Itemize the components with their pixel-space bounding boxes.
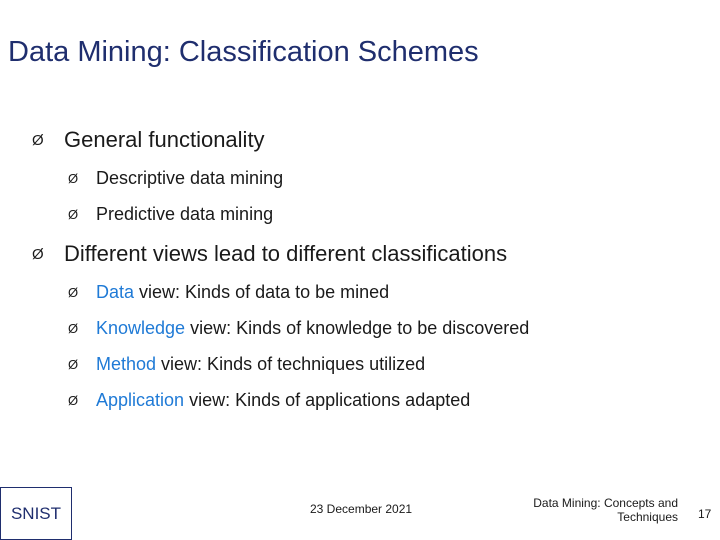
arrow-bullet-icon: Ø <box>32 245 44 263</box>
bullet-general-functionality <box>32 127 265 153</box>
footer-course-title: Data Mining: Concepts and Techniques <box>533 496 678 524</box>
view-description: view: Kinds of techniques utilized <box>156 354 426 374</box>
bullet-data-view <box>68 282 389 303</box>
view-keyword: Method <box>96 354 157 374</box>
arrow-bullet-icon: Ø <box>68 321 79 336</box>
bullet-text: General functionality <box>64 127 265 152</box>
view-keyword: Application <box>96 390 185 410</box>
arrow-bullet-icon: Ø <box>68 285 79 300</box>
institution-box <box>0 487 72 540</box>
view-description: view: Kinds of knowledge to be discovered <box>185 318 530 338</box>
footer-date: 23 December 2021 <box>310 502 413 516</box>
bullet-different-views <box>32 241 507 267</box>
arrow-bullet-icon: Ø <box>68 393 79 408</box>
arrow-bullet-icon: Ø <box>68 357 79 372</box>
slide-title: Data Mining: Classification Schemes <box>8 36 479 68</box>
bullet-descriptive <box>68 168 283 189</box>
bullet-knowledge-view <box>68 318 529 339</box>
arrow-bullet-icon: Ø <box>68 171 79 186</box>
arrow-bullet-icon: Ø <box>32 131 44 149</box>
bullet-method-view <box>68 354 425 375</box>
view-description: view: Kinds of data to be mined <box>134 282 390 302</box>
bullet-text: Predictive data mining <box>96 204 274 224</box>
view-keyword: Data <box>96 282 135 302</box>
page-number: 17 <box>698 507 712 521</box>
bullet-predictive <box>68 204 273 225</box>
bullet-application-view <box>68 390 470 411</box>
arrow-bullet-icon: Ø <box>68 207 79 222</box>
bullet-text: Different views lead to different classifications <box>64 241 508 266</box>
institution-label: SNIST <box>10 503 62 523</box>
view-description: view: Kinds of applications adapted <box>184 390 471 410</box>
bullet-text: Descriptive data mining <box>96 168 284 188</box>
view-keyword: Knowledge <box>96 318 186 338</box>
